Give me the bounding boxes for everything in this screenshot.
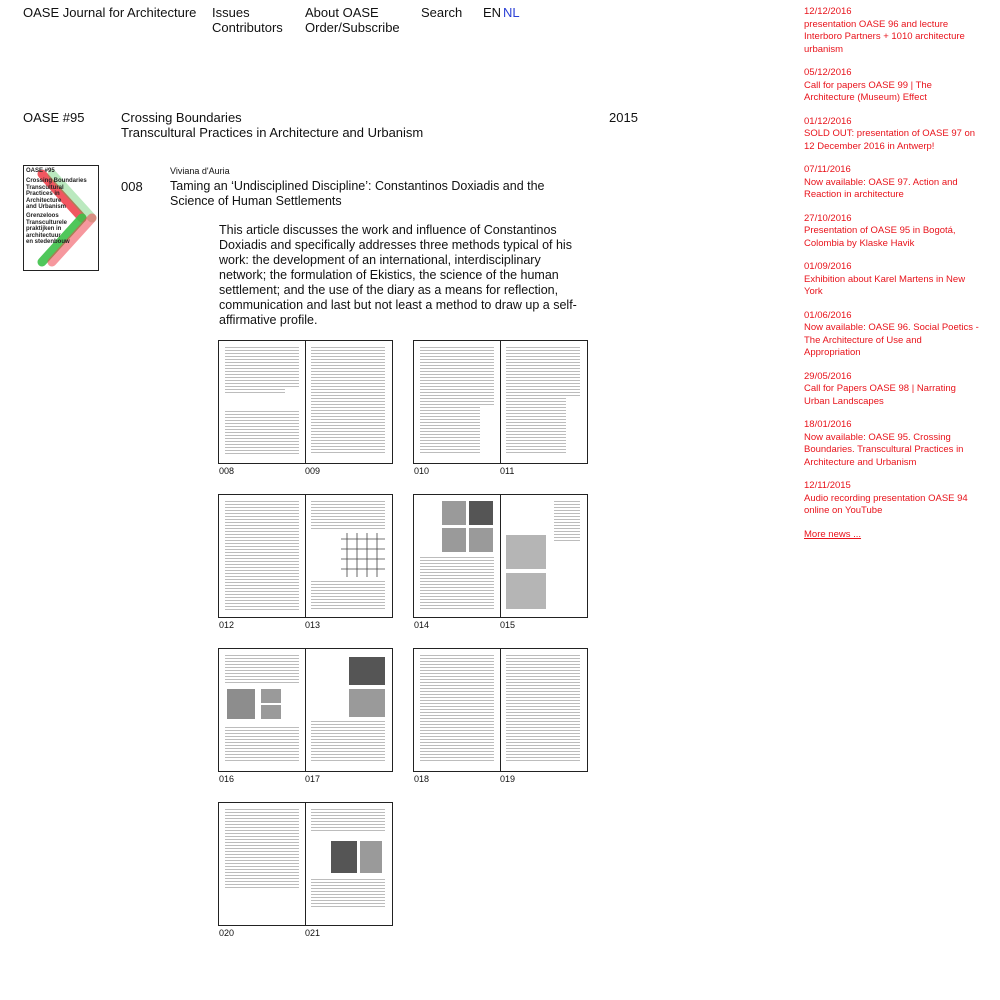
map-image: [506, 535, 546, 569]
text-block: [225, 411, 299, 455]
news-date: 01/06/2016: [804, 309, 852, 321]
cover-title-en-line4: Architecture: [26, 197, 62, 204]
article-page-number: 008: [121, 179, 143, 194]
cover-title-en: [26, 178, 87, 211]
photo-image: [349, 657, 385, 685]
text-block: [311, 501, 385, 531]
issue-title: [121, 110, 423, 140]
news-date: 18/01/2016: [804, 419, 852, 430]
cover-title-en-line3: Practices in: [26, 191, 60, 197]
page-number: 010: [414, 466, 430, 476]
nav-issues[interactable]: Issues: [212, 5, 250, 20]
map-image: [469, 528, 493, 552]
cover-title-nl-line4: architectuur: [26, 232, 61, 239]
text-block: [225, 501, 299, 611]
news-item[interactable]: [804, 310, 979, 360]
news-text: Now available: OASE 97. Action and Reaction in architecture: [804, 176, 958, 200]
news-date: 05/12/2016: [804, 67, 852, 78]
news-text: SOLD OUT: presentation of OASE 97 on 12 December 2016 in Antwerp!: [804, 128, 976, 152]
news-date: 12/12/2016: [804, 6, 852, 17]
text-block: [225, 347, 285, 395]
issue-number: OASE #95: [23, 110, 85, 125]
page-spread[interactable]: [218, 648, 393, 772]
cover-title-en-line2: Transcultural: [26, 184, 64, 191]
lang-nl[interactable]: NL: [503, 5, 520, 20]
news-item[interactable]: [804, 67, 979, 105]
text-block: [420, 655, 494, 763]
map-image: [442, 501, 466, 525]
article-title-line1: Taming an ‘Undisciplined Discipline’: Constantinos Doxiadis and the: [170, 179, 545, 193]
text-block: [420, 557, 494, 609]
text-block: [566, 347, 580, 397]
cover-title-nl-line5: en stedenbouw: [26, 239, 70, 245]
news-date: 27/10/2016: [804, 212, 852, 224]
page-spread[interactable]: [218, 340, 393, 464]
lang-en[interactable]: EN: [483, 5, 502, 20]
news-item[interactable]: [804, 116, 979, 154]
page-number: 019: [500, 774, 516, 784]
news-date: 01/12/2016: [804, 115, 852, 127]
text-block: [311, 721, 385, 763]
news-text: Exhibition about Karel Martens in New York: [804, 273, 966, 297]
text-block: [480, 347, 494, 407]
page-number: 017: [305, 774, 321, 784]
nav-contributors[interactable]: Contributors: [212, 20, 283, 35]
spread-gutter: [500, 341, 501, 463]
news-text: Call for Papers OASE 98 | Narrating Urban Landscapes: [804, 383, 956, 407]
cover-number: OASE #95: [26, 168, 55, 174]
issue-cover-image[interactable]: [23, 165, 99, 271]
nav-about[interactable]: About OASE: [305, 5, 379, 20]
article-author: Viviana d'Auria: [170, 166, 230, 176]
page-number: 011: [500, 466, 515, 476]
diagram-image: [227, 689, 255, 719]
page-number: 015: [500, 620, 516, 630]
nav-search[interactable]: Search: [421, 5, 463, 20]
cover-title-nl: [26, 213, 70, 246]
cover-title-en-line5: and Urbanism: [26, 204, 67, 210]
article-title: [170, 179, 590, 209]
page-number: 014: [414, 620, 430, 630]
news-text: Call for papers OASE 99 | The Architecture (Museum) Effect: [804, 79, 932, 103]
text-block: [506, 655, 580, 763]
text-block: [225, 655, 299, 685]
news-item[interactable]: [804, 371, 979, 409]
news-text: Presentation of OASE 95 in Bogotá, Colombia by Klaske Havik: [804, 225, 956, 249]
text-block: [420, 347, 480, 455]
page-number: 012: [219, 620, 235, 630]
page-spread[interactable]: [413, 494, 588, 618]
news-item[interactable]: [804, 261, 979, 299]
page-number: 016: [219, 774, 235, 784]
news-item[interactable]: [804, 480, 979, 518]
text-block: [311, 347, 385, 455]
news-text: Now available: OASE 95. Crossing Boundaries. Transcultural Practices in Architecture and Urbanism: [804, 431, 964, 468]
spread-gutter: [305, 803, 306, 925]
nav-order-subscribe[interactable]: Order/Subscribe: [305, 20, 400, 35]
photo-image: [349, 689, 385, 717]
spread-gutter: [305, 649, 306, 771]
text-block: [225, 809, 299, 889]
grid-diagram-image: [341, 533, 385, 577]
book-cover-image: [331, 841, 357, 873]
more-news-link[interactable]: More news ...: [804, 528, 862, 540]
cover-title-en-line1: Crossing Boundaries: [26, 178, 87, 184]
page-number: 020: [219, 928, 235, 938]
map-image: [506, 573, 546, 609]
diagram-image: [261, 689, 281, 703]
spread-gutter: [305, 341, 306, 463]
page-number: 018: [414, 774, 430, 784]
page-number: 009: [305, 466, 321, 476]
article-title-line2: Science of Human Settlements: [170, 194, 342, 208]
text-block: [285, 347, 299, 387]
spread-gutter: [305, 495, 306, 617]
diagram-image: [261, 705, 281, 719]
issue-title-line1: Crossing Boundaries: [121, 110, 242, 125]
news-item[interactable]: [804, 213, 979, 251]
text-block: [225, 727, 299, 763]
page-number: 013: [305, 620, 321, 630]
article-abstract: This article discusses the work and influence of Constantinos Doxiadis and specifically addresses three methods typical of his work: the development of an international, interdisciplinary network; the formulation of Ekistics, the science of the human settlement; and the use of the diary as a means for reflection, communication and last but not least a method to draw up a self-affirmative profile.: [219, 223, 577, 327]
news-date: 07/11/2016: [804, 164, 851, 175]
page-spread[interactable]: [218, 494, 393, 618]
news-item[interactable]: [804, 164, 979, 202]
page-spread[interactable]: [413, 340, 588, 464]
text-block: [311, 809, 385, 833]
news-sidebar: [804, 6, 979, 541]
text-block: [506, 347, 566, 455]
news-date: 29/05/2016: [804, 370, 852, 382]
map-image: [469, 501, 493, 525]
issue-year: 2015: [609, 110, 638, 125]
news-item[interactable]: [804, 419, 979, 469]
text-block: [311, 581, 385, 609]
text-block: [311, 879, 385, 909]
page-number: 008: [219, 466, 235, 476]
news-date: 12/11/2015: [804, 480, 851, 491]
text-block: [554, 501, 580, 541]
news-text: presentation OASE 96 and lecture Interboro Partners + 1010 architecture urbanism: [804, 18, 965, 55]
cover-title-nl-line1: Grenzeloos: [26, 213, 59, 219]
news-date: 01/09/2016: [804, 261, 852, 272]
page-spread[interactable]: [413, 648, 588, 772]
spread-gutter: [500, 495, 501, 617]
news-text: Now available: OASE 96. Social Poetics - The Architecture of Use and Appropriation: [804, 322, 979, 358]
cover-title-nl-line3: praktijken in: [26, 226, 62, 232]
spread-gutter: [500, 649, 501, 771]
cover-title-nl-line2: Transculturele: [26, 219, 68, 226]
issue-title-line2: Transcultural Practices in Architecture and Urbanism: [121, 125, 424, 140]
page-spread[interactable]: [218, 802, 393, 926]
map-image: [442, 528, 466, 552]
site-title-link[interactable]: OASE Journal for Architecture: [23, 5, 197, 20]
news-text: Audio recording presentation OASE 94 online on YouTube: [804, 492, 968, 516]
news-item[interactable]: [804, 6, 979, 56]
page-number: 021: [305, 928, 321, 938]
photo-image: [360, 841, 382, 873]
